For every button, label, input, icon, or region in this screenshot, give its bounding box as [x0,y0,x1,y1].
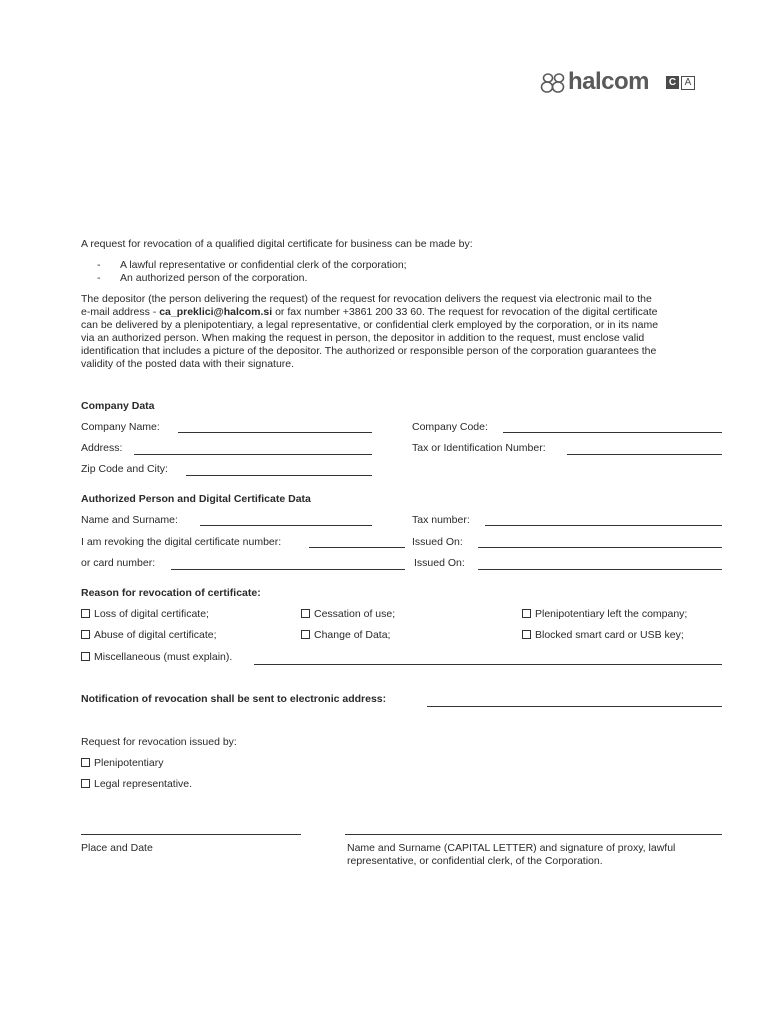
reason-change-data-checkbox[interactable] [301,629,390,642]
logo-wordmark: halcom [568,68,650,95]
reason-option-label: Miscellaneous (must explain). [94,651,233,663]
tax-id-label: Tax or Identification Number: [412,442,546,454]
bullet-dash: - [97,272,101,284]
reason-loss-checkbox[interactable] [81,608,209,621]
reason-abuse-checkbox[interactable] [81,629,217,642]
checkbox-icon [81,609,90,618]
card-number-label: or card number: [81,557,156,569]
issued-on-label: Issued On: [412,536,463,548]
company-code-label: Company Code: [412,421,488,433]
para-line: via an authorized person. When making the request in person, the depositor in addition to the request, must enclose valid [81,332,645,344]
depositor-paragraph [81,293,729,371]
halcom-mark-icon [540,72,568,94]
logo-badge-a: A [681,76,695,90]
reason-blocked-card-checkbox[interactable] [522,629,684,642]
issued-by-option-label: Legal representative. [94,778,193,790]
reason-heading: Reason for revocation of certificate: [81,587,261,599]
card-issued-on-field[interactable] [478,569,722,570]
issued-by-legal-rep-checkbox[interactable] [81,778,192,791]
person-name-label: Name and Surname: [81,514,178,526]
company-code-field[interactable] [503,432,722,433]
address-label: Address: [81,442,123,454]
company-name-field[interactable] [178,432,372,433]
halcom-ca-logo [540,70,700,98]
para-line: The depositor (the person delivering the request) of the request for revocation delivers the request via electronic mail to the [81,293,652,305]
zip-city-field[interactable] [186,475,372,476]
checkbox-icon [81,758,90,767]
notification-label: Notification of revocation shall be sent to electronic address: [81,693,387,705]
zip-city-label: Zip Code and City: [81,463,168,475]
company-name-label: Company Name: [81,421,160,433]
signature-field[interactable] [345,834,722,835]
reason-option-label: Change of Data; [314,629,391,641]
issued-on-label: Issued On: [414,557,465,569]
authorized-person-heading: Authorized Person and Digital Certificate Data [81,493,311,505]
reason-option-label: Abuse of digital certificate; [94,629,217,641]
reason-option-label: Blocked smart card or USB key; [535,629,684,641]
reason-option-label: Loss of digital certificate; [94,608,209,620]
checkbox-icon [301,630,310,639]
reason-option-label: Plenipotentiary left the company; [535,608,688,620]
tax-number-field[interactable] [485,525,722,526]
reason-option-label: Cessation of use; [314,608,396,620]
bullet-dash: - [97,259,101,271]
intro-bullet: A lawful representative or confidential clerk of the corporation; [120,259,407,271]
checkbox-icon [81,630,90,639]
checkbox-icon [522,609,531,618]
intro-lead: A request for revocation of a qualified digital certificate for business can be made by: [81,238,473,250]
checkbox-icon [81,652,90,661]
para-line: can be delivered by a plenipotentiary, a legal representative, or confidential clerk employed by the corporation, or in its name [81,319,659,331]
signature-label-line: Name and Surname (CAPITAL LETTER) and signature of proxy, lawful [347,842,676,854]
cert-number-field[interactable] [309,547,405,548]
checkbox-icon [522,630,531,639]
company-data-heading: Company Data [81,400,155,412]
para-line: e-mail address - ca_preklici@halcom.si or fax number +3861 200 33 60. The request for revocation of the digital certificate [81,306,658,318]
para-line: validity of the posted data with their signature. [81,358,295,370]
reason-misc-checkbox[interactable] [81,651,232,664]
address-field[interactable] [134,454,372,455]
notification-email-field[interactable] [427,706,722,707]
reason-plenipotentiary-left-checkbox[interactable] [522,608,687,621]
checkbox-icon [81,779,90,788]
reason-cessation-checkbox[interactable] [301,608,395,621]
place-date-label: Place and Date [81,842,153,854]
place-date-field[interactable] [81,834,301,835]
person-name-field[interactable] [200,525,372,526]
logo-badge-c: C [666,76,679,89]
issued-by-option-label: Plenipotentiary [94,757,164,769]
misc-explain-field[interactable] [254,664,722,665]
contact-email: ca_preklici@halcom.si [159,306,273,318]
card-number-field[interactable] [171,569,405,570]
tax-number-label: Tax number: [412,514,470,526]
cert-number-label: I am revoking the digital certificate number: [81,536,282,548]
issued-by-label: Request for revocation issued by: [81,736,237,748]
checkbox-icon [301,609,310,618]
signature-label-line: representative, or confidential clerk, of the Corporation. [347,855,603,867]
para-line: identification that includes a picture of the depositor. The authorized or responsible person of the corporation guarantees the [81,345,657,357]
cert-issued-on-field[interactable] [478,547,722,548]
issued-by-plenipotentiary-checkbox[interactable] [81,757,163,770]
intro-bullet: An authorized person of the corporation. [120,272,308,284]
tax-id-field[interactable] [567,454,722,455]
